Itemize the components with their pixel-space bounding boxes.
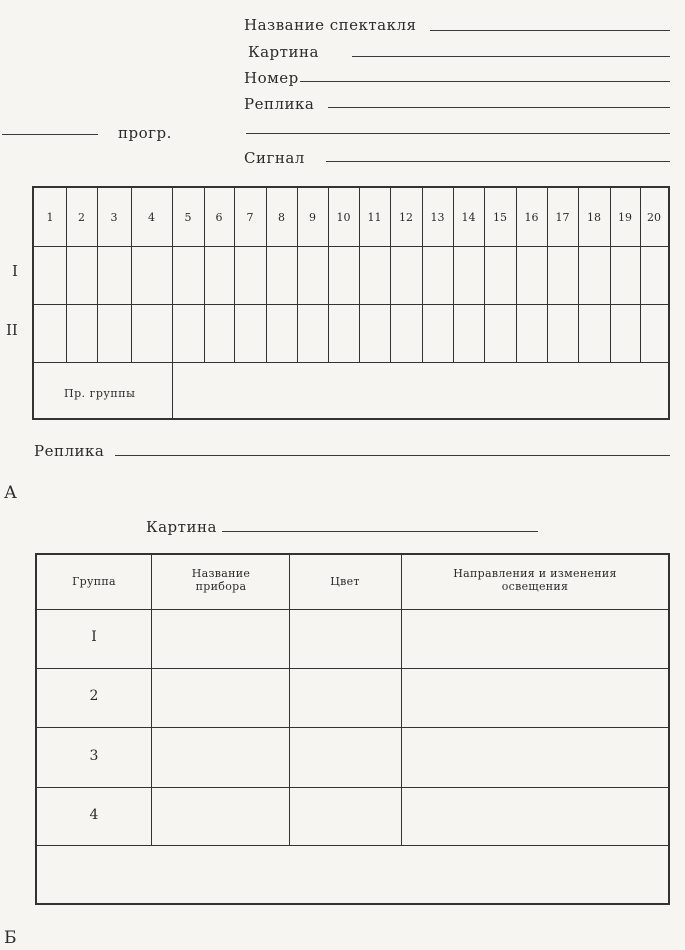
table-b-col-divider: [401, 555, 402, 845]
table-b-row-divider: [37, 727, 668, 728]
table-b-row-divider: [37, 845, 668, 846]
nomer-label: Номер: [244, 69, 299, 87]
nomer-field-line[interactable]: [300, 81, 670, 82]
table-b-col-divider: [289, 555, 290, 845]
replika-bottom-label: Реплика: [34, 442, 105, 460]
column-number: 20: [647, 211, 661, 224]
kartina-label: Картина: [248, 43, 319, 61]
column-number: 18: [587, 211, 601, 224]
column-number: 14: [461, 211, 476, 224]
group-row-4: 4: [89, 807, 99, 823]
column-number: 5: [184, 211, 192, 224]
column-number: 15: [493, 211, 507, 224]
column-number: 19: [618, 211, 632, 224]
table-b-row-divider: [37, 668, 668, 669]
table-b-header-divider: [37, 609, 668, 610]
kartina-field-line[interactable]: [352, 56, 670, 57]
table-a-row-divider: [34, 304, 668, 305]
progr-field-line[interactable]: [2, 134, 98, 135]
header-color: Цвет: [330, 575, 360, 588]
table-b-row-divider: [37, 787, 668, 788]
table-a-row-divider: [34, 362, 668, 363]
section-a-label: А: [4, 483, 17, 503]
column-number: 4: [148, 211, 155, 224]
group-label: Пр. группы: [64, 387, 136, 400]
header-group: Группа: [72, 575, 116, 588]
signal-field-line[interactable]: [326, 161, 670, 162]
spectacle-title-field-line[interactable]: [430, 30, 670, 31]
row-label-I: I: [12, 262, 18, 280]
spectacle-title-label: Название спектакля: [244, 16, 417, 34]
table-b-col-divider: [151, 555, 152, 845]
column-number: 3: [110, 211, 118, 224]
column-number: 1: [46, 211, 54, 224]
column-number: 12: [399, 211, 413, 224]
signal-label: Сигнал: [244, 149, 305, 167]
lighting-table: [35, 553, 670, 905]
column-number: 10: [336, 211, 351, 224]
table-a-header-divider: [34, 246, 668, 247]
group-row-1: I: [91, 629, 97, 645]
kartina-b-label: Картина: [146, 518, 217, 536]
kartina-b-field-line[interactable]: [222, 531, 538, 532]
column-number: 8: [278, 211, 285, 224]
replika-label: Реплика: [244, 95, 315, 113]
replika-field-line[interactable]: [328, 107, 670, 108]
column-number: 6: [215, 211, 223, 224]
group-row-2: 2: [89, 688, 99, 704]
column-number: 2: [78, 211, 85, 224]
replika-bottom-field-line[interactable]: [115, 455, 670, 456]
channel-table: [32, 186, 670, 420]
section-b-label: Б: [4, 928, 17, 948]
column-number: 13: [430, 211, 445, 224]
column-number: 7: [246, 211, 254, 224]
column-number: 17: [555, 211, 570, 224]
group-row-3: 3: [89, 748, 99, 764]
header-direction: Направления и изменения освещения: [453, 567, 617, 593]
header-device: Название прибора: [191, 567, 251, 593]
column-number: 16: [524, 211, 539, 224]
column-number: 11: [367, 211, 382, 224]
row-label-II: II: [6, 321, 18, 339]
progr-label: прогр.: [118, 124, 172, 142]
blank-field-line[interactable]: [246, 133, 670, 134]
column-number: 9: [309, 211, 316, 224]
